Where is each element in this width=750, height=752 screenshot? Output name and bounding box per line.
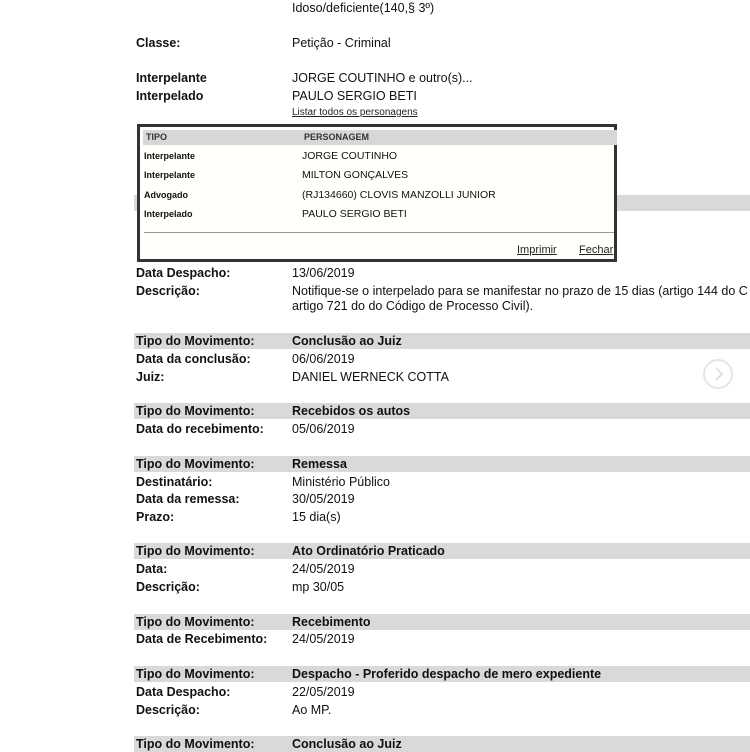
data-recebimento-label: Data de Recebimento:: [136, 632, 268, 646]
descricao-label: Descrição:: [136, 703, 200, 717]
data-recebimento-value: 24/05/2019: [292, 632, 355, 646]
data-despacho-label: Data Despacho:: [136, 266, 231, 280]
descricao-label: Descrição:: [136, 284, 200, 298]
imprimir-link[interactable]: Imprimir: [517, 244, 557, 256]
row-personagem: PAULO SERGIO BETI: [302, 208, 407, 220]
descricao-value-line2: artigo 721 do do Código de Processo Civil).: [292, 299, 534, 313]
header-personagem: PERSONAGEM: [304, 132, 370, 142]
juiz-label: Juiz:: [136, 370, 165, 384]
data-despacho-value: 22/05/2019: [292, 685, 355, 699]
row-tipo: Interpelado: [144, 209, 193, 219]
popup-table-header: [143, 130, 617, 145]
header-tipo: TIPO: [146, 132, 168, 142]
tipo-movimento-label: Tipo do Movimento:: [136, 737, 255, 751]
data-conclusao-value: 06/06/2019: [292, 352, 355, 366]
interpelante-value: JORGE COUTINHO e outro(s)...: [292, 71, 473, 85]
tipo-movimento-value: Conclusão ao Juiz: [292, 737, 402, 751]
data-despacho-value: 13/06/2019: [292, 266, 355, 280]
tipo-movimento-label: Tipo do Movimento:: [136, 544, 255, 558]
data-despacho-label: Data Despacho:: [136, 685, 231, 699]
interpelado-value: PAULO SERGIO BETI: [292, 89, 417, 103]
interpelante-label: Interpelante: [136, 71, 207, 85]
next-page-button[interactable]: [703, 359, 733, 389]
juiz-value: DANIEL WERNECK COTTA: [292, 370, 449, 384]
row-personagem: (RJ134660) CLOVIS MANZOLLI JUNIOR: [302, 189, 496, 201]
row-tipo: Interpelante: [144, 170, 196, 180]
descricao-value: mp 30/05: [292, 580, 345, 594]
data-conclusao-label: Data da conclusão:: [136, 352, 251, 366]
data-recebimento-label: Data do recebimento:: [136, 422, 264, 436]
data-remessa-label: Data da remessa:: [136, 492, 240, 506]
destinatario-label: Destinatário:: [136, 475, 213, 489]
destinatario-value: Ministério Público: [292, 475, 390, 489]
tipo-movimento-label: Tipo do Movimento:: [136, 457, 255, 471]
prazo-label: Prazo:: [136, 510, 175, 524]
data-label: Data:: [136, 562, 168, 576]
row-tipo: Interpelante: [144, 151, 196, 161]
interpelado-label: Interpelado: [136, 89, 204, 103]
tipo-movimento-value: Conclusão ao Juiz: [292, 334, 402, 348]
tipo-movimento-value: Remessa: [292, 457, 347, 471]
tipo-movimento-value: Recebimento: [292, 615, 371, 629]
row-personagem: MILTON GONÇALVES: [302, 169, 409, 181]
top-value: Idoso/deficiente(140,§ 3º): [292, 1, 435, 15]
classe-label: Classe:: [136, 36, 181, 50]
listar-personagens-link[interactable]: Listar todos os personagens: [292, 107, 418, 118]
tipo-movimento-label: Tipo do Movimento:: [136, 404, 255, 418]
tipo-movimento-value: Despacho - Proferido despacho de mero expediente: [292, 667, 602, 681]
chevron-right-icon: [712, 367, 726, 381]
tipo-movimento-value: Ato Ordinatório Praticado: [292, 544, 445, 558]
data-recebimento-value: 05/06/2019: [292, 422, 355, 436]
prazo-value: 15 dia(s): [292, 510, 341, 524]
descricao-value: Notifique-se o interpelado para se manifestar no prazo de 15 dias (artigo 144 do C: [292, 284, 748, 298]
tipo-movimento-label: Tipo do Movimento:: [136, 667, 255, 681]
tipo-movimento-label: Tipo do Movimento:: [136, 334, 255, 348]
row-personagem: JORGE COUTINHO: [302, 150, 398, 162]
descricao-label: Descrição:: [136, 580, 200, 594]
classe-value: Petição - Criminal: [292, 36, 391, 50]
descricao-value: Ao MP.: [292, 703, 332, 717]
fechar-link[interactable]: Fechar: [579, 244, 614, 256]
tipo-movimento-label: Tipo do Movimento:: [136, 615, 255, 629]
data-value: 24/05/2019: [292, 562, 355, 576]
data-remessa-value: 30/05/2019: [292, 492, 355, 506]
tipo-movimento-value: Recebidos os autos: [292, 404, 411, 418]
personagens-popup: [137, 124, 617, 262]
row-tipo: Advogado: [144, 190, 188, 200]
popup-divider: [144, 232, 614, 233]
